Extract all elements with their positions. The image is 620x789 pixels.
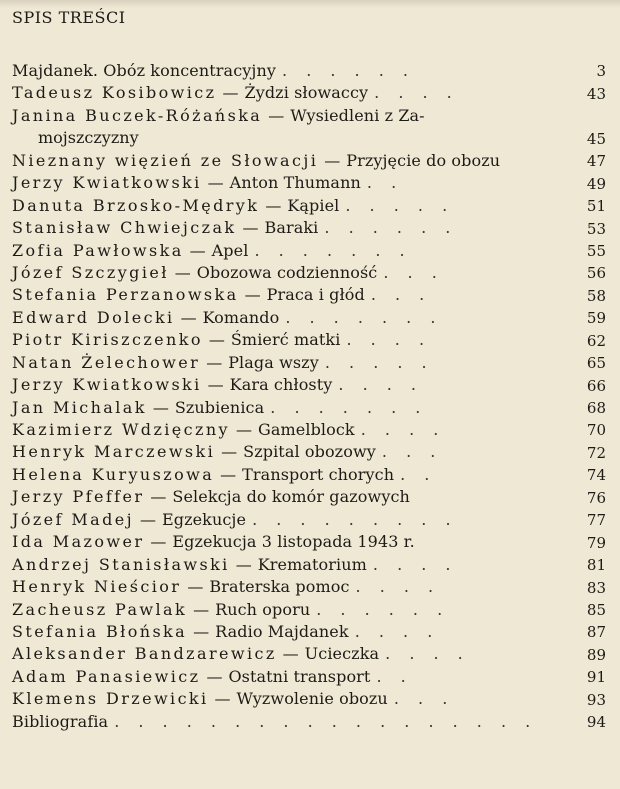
toc-entry-line (12, 196, 454, 215)
toc-title: Krematorium (257, 554, 367, 574)
toc-title: Transport chorych (242, 464, 395, 484)
toc-page-number: 53 (586, 219, 606, 238)
toc-dash: — (207, 375, 224, 395)
toc-entry (12, 666, 606, 688)
toc-entry-line (12, 532, 415, 551)
toc-dash: — (174, 262, 191, 282)
toc-title: Obozowa codzienność (196, 262, 378, 282)
toc-title: Szpital obozowy (243, 442, 376, 462)
toc-page-number: 91 (586, 668, 606, 687)
toc-entry-line (12, 61, 415, 80)
toc-entry-line (12, 487, 410, 506)
toc-leader-dots: . . . . (338, 375, 424, 395)
toc-title-continuation: mojszczyzny (38, 127, 139, 147)
toc-entry (12, 352, 606, 374)
toc-leader-dots: . . . (370, 285, 432, 305)
toc-page-number: 93 (586, 690, 606, 709)
toc-author: Stanisław Chwiejczak (12, 218, 237, 238)
toc-entry (12, 419, 606, 441)
toc-dash: — (150, 487, 167, 507)
toc-page-number: 56 (586, 264, 606, 283)
toc-page-number: 68 (586, 399, 606, 418)
toc-page-number: 87 (586, 623, 606, 642)
toc-title: Radio Majdanek (215, 621, 349, 641)
toc-entry (12, 217, 606, 239)
toc-entry-line (12, 151, 500, 170)
toc-author: Józef Madej (12, 509, 134, 529)
toc-title: Wysiedleni z Za- (290, 105, 425, 125)
toc-entry (12, 240, 606, 262)
toc-entry (12, 486, 606, 508)
toc-page-number: 94 (586, 713, 606, 732)
toc-author: Piotr Kiriszczenko (12, 330, 203, 350)
toc-entry-line (12, 330, 431, 349)
toc-entry-line (12, 375, 423, 394)
toc-page-number: 77 (586, 511, 606, 530)
toc-page-number: 59 (586, 309, 606, 328)
toc-leader-dots: . . (400, 464, 437, 484)
toc-title: Żydzi słowaccy (244, 83, 369, 103)
toc-page-number: 85 (586, 600, 606, 619)
toc-author: Ida Mazower (12, 532, 145, 552)
toc-author: Helena Kuryuszowa (12, 464, 215, 484)
toc-entry (12, 554, 606, 576)
toc-title: Anton Thumann (229, 173, 361, 193)
toc-dash: — (189, 240, 206, 260)
toc-page-number: 45 (586, 129, 606, 148)
toc-author: Stefania Błońska (12, 621, 188, 641)
toc-page-number: 74 (586, 466, 606, 485)
toc-entry-line (12, 689, 454, 708)
toc-entry (12, 464, 606, 486)
toc-leader-dots: . . . (393, 689, 455, 709)
toc-page-number: 70 (586, 421, 606, 440)
toc-entry (12, 711, 606, 733)
toc-entry (12, 621, 606, 643)
toc-page-number: 55 (586, 241, 606, 260)
toc-title: Ostatni transport (228, 666, 371, 686)
toc-page-number: 76 (586, 488, 606, 507)
toc-author: Edward Dolecki (12, 307, 175, 327)
toc-title: Gamelblock (258, 420, 355, 440)
toc-entry (12, 643, 606, 665)
toc-list (12, 60, 606, 733)
toc-author: Stefania Perzanowska (12, 285, 239, 305)
toc-title: Plaga wszy (228, 352, 319, 372)
toc-author: Tadeusz Kosibowicz (12, 83, 217, 103)
toc-entry (12, 307, 606, 329)
toc-entry (12, 284, 606, 306)
toc-leader-dots: . . . . (355, 577, 441, 597)
toc-leader-dots: . . . . (372, 554, 458, 574)
toc-page-number: 65 (586, 354, 606, 373)
toc-heading: SPIS TREŚCI (12, 8, 126, 27)
toc-leader-dots: . . . . . . . (254, 240, 412, 260)
toc-entry-line (12, 308, 442, 327)
toc-dash: — (193, 621, 210, 641)
toc-page-number: 3 (596, 62, 606, 81)
toc-dash: — (220, 464, 237, 484)
toc-entry-line (12, 600, 449, 619)
toc-page-number: 72 (586, 443, 606, 462)
toc-dash: — (265, 195, 282, 215)
toc-leader-dots: . . . . . (345, 195, 455, 215)
toc-author: Jerzy Kwiatkowski (12, 375, 202, 395)
toc-title: Baraki (264, 218, 319, 238)
toc-dash: — (222, 83, 239, 103)
toc-entry-line (12, 510, 458, 529)
toc-page-number: 49 (586, 174, 606, 193)
toc-dash: — (324, 150, 341, 170)
toc-entry-line (12, 577, 440, 596)
toc-leader-dots: . . . . (374, 83, 459, 103)
toc-leader-dots: . . . . . . (324, 218, 458, 238)
toc-entry-line (12, 83, 459, 102)
toc-page-number: 89 (586, 645, 606, 664)
toc-author: Henryk Marczewski (12, 442, 216, 462)
toc-leader-dots: . . . (381, 442, 443, 462)
toc-author: Kazimierz Wdzięczny (12, 420, 230, 440)
toc-leader-dots: . . . . (385, 644, 470, 664)
toc-leader-dots: . . . . . . . . . . . . . . . . . . (114, 711, 538, 731)
toc-leader-dots: . . . . (354, 621, 440, 641)
toc-entry-line (12, 555, 458, 574)
toc-entry (12, 329, 606, 351)
toc-entry (12, 576, 606, 598)
toc-entry-line (12, 667, 413, 686)
toc-leader-dots: . . (376, 666, 413, 686)
toc-dash: — (236, 420, 252, 440)
toc-entry-line (12, 241, 412, 260)
toc-leader-dots: . . . . . . (282, 61, 415, 80)
toc-entry (12, 441, 606, 463)
toc-entry (12, 150, 606, 172)
toc-dash: — (207, 173, 224, 193)
toc-title: Kąpiel (287, 195, 340, 215)
toc-title: Majdanek. Obóz koncentracyjny (12, 61, 277, 80)
toc-author: Klemens Drzewicki (12, 689, 209, 709)
toc-dash: — (152, 397, 169, 417)
toc-title: Apel (211, 240, 249, 260)
toc-dash: — (221, 442, 238, 462)
toc-author: Jerzy Pfeffer (12, 487, 145, 507)
toc-entry (12, 599, 606, 621)
toc-entry-line (12, 173, 403, 192)
toc-title: Braterska pomoc (209, 577, 350, 597)
toc-author: Adam Panasiewicz (12, 666, 201, 686)
toc-dash: — (206, 352, 223, 372)
toc-author: Andrzej Stanisławski (12, 554, 230, 574)
toc-author: Jan Michalak (12, 397, 147, 417)
toc-dash: — (193, 599, 210, 619)
toc-entry (12, 509, 606, 531)
toc-author: Henryk Nieścior (12, 577, 182, 597)
toc-entry (12, 531, 606, 553)
toc-page-number: 43 (586, 84, 606, 103)
toc-entry-line (12, 353, 434, 372)
toc-title: Komando (202, 307, 280, 327)
toc-entry (12, 82, 606, 104)
toc-page-number: 51 (586, 197, 606, 216)
toc-dash: — (139, 509, 156, 529)
toc-entry (12, 195, 606, 217)
toc-title: Wyzwolenie obozu (236, 689, 388, 709)
toc-title: Śmierć matki (230, 330, 341, 350)
toc-author: Nieznany więzień ze Słowacji (12, 150, 319, 170)
toc-author: Jerzy Kwiatkowski (12, 173, 202, 193)
toc-author: Zofia Pawłowska (12, 240, 184, 260)
toc-leader-dots: . . . . (360, 420, 446, 440)
toc-author: Zacheusz Pawlak (12, 599, 188, 619)
toc-author: Janina Buczek-Różańska (12, 105, 263, 125)
toc-author: Józef Szczygieł (12, 262, 169, 282)
toc-page-number: 66 (586, 376, 606, 395)
toc-dash: — (242, 218, 259, 238)
toc-entry-line (12, 218, 457, 237)
toc-page-number: 62 (586, 331, 606, 350)
toc-entry-line (12, 285, 431, 304)
toc-title: Selekcja do komór gazowych (172, 487, 410, 507)
toc-dash: — (244, 285, 261, 305)
toc-entry (12, 688, 606, 710)
toc-entry-line (12, 442, 442, 461)
toc-dash: — (208, 330, 225, 350)
toc-title: Kara chłosty (229, 375, 333, 395)
toc-entry (12, 60, 606, 82)
toc-dash: — (214, 689, 231, 709)
toc-leader-dots: . . . . . . . (270, 397, 428, 417)
toc-entry (12, 374, 606, 396)
toc-page-number: 47 (586, 152, 606, 171)
toc-entry-line (12, 106, 425, 125)
toc-leader-dots: . . . . . . . (285, 307, 443, 327)
toc-dash: — (235, 554, 252, 574)
toc-leader-dots: . . . . . . . . . (252, 509, 458, 529)
toc-page-number: 81 (586, 556, 606, 575)
toc-entry (12, 262, 606, 284)
toc-entry-line (12, 263, 444, 282)
toc-title: Egzekucja 3 listopada 1943 r. (172, 532, 415, 552)
toc-entry (12, 172, 606, 194)
toc-title: Przyjęcie do obozu (346, 150, 501, 170)
toc-entry-line (12, 712, 537, 731)
toc-title: Ruch oporu (215, 599, 311, 619)
toc-entry-line (12, 622, 439, 641)
toc-entry-line (12, 420, 445, 439)
toc-leader-dots: . . . . . (324, 352, 434, 372)
toc-page-number: 58 (586, 286, 606, 305)
toc-entry (12, 397, 606, 419)
page-top-bleed (0, 0, 620, 8)
toc-entry-line (12, 398, 427, 417)
toc-title: Szubienica (174, 397, 265, 417)
toc-entry-line (12, 644, 470, 663)
toc-author: Aleksander Bandzarewicz (12, 644, 277, 664)
toc-title: Bibliografia (12, 711, 109, 731)
toc-author: Danuta Brzosko-Mędryk (12, 195, 260, 215)
toc-title: Ucieczka (304, 644, 380, 664)
toc-dash: — (206, 666, 223, 686)
toc-page-number: 79 (586, 533, 606, 552)
toc-page-number: 83 (586, 578, 606, 597)
toc-leader-dots: . . . (383, 262, 444, 282)
toc-leader-dots: . . (366, 173, 404, 193)
toc-leader-dots: . . . . . . (316, 599, 450, 619)
toc-title: Egzekucje (161, 509, 247, 529)
toc-dash: — (180, 307, 197, 327)
toc-title: Praca i głód (266, 285, 365, 305)
toc-leader-dots: . . . . (346, 330, 432, 350)
toc-dash: — (268, 105, 285, 125)
toc-dash: — (150, 532, 167, 552)
toc-entry-line (12, 465, 436, 484)
toc-entry (12, 105, 606, 150)
toc-dash: — (187, 577, 204, 597)
toc-dash: — (282, 644, 299, 664)
toc-author: Natan Żelechower (12, 352, 201, 372)
